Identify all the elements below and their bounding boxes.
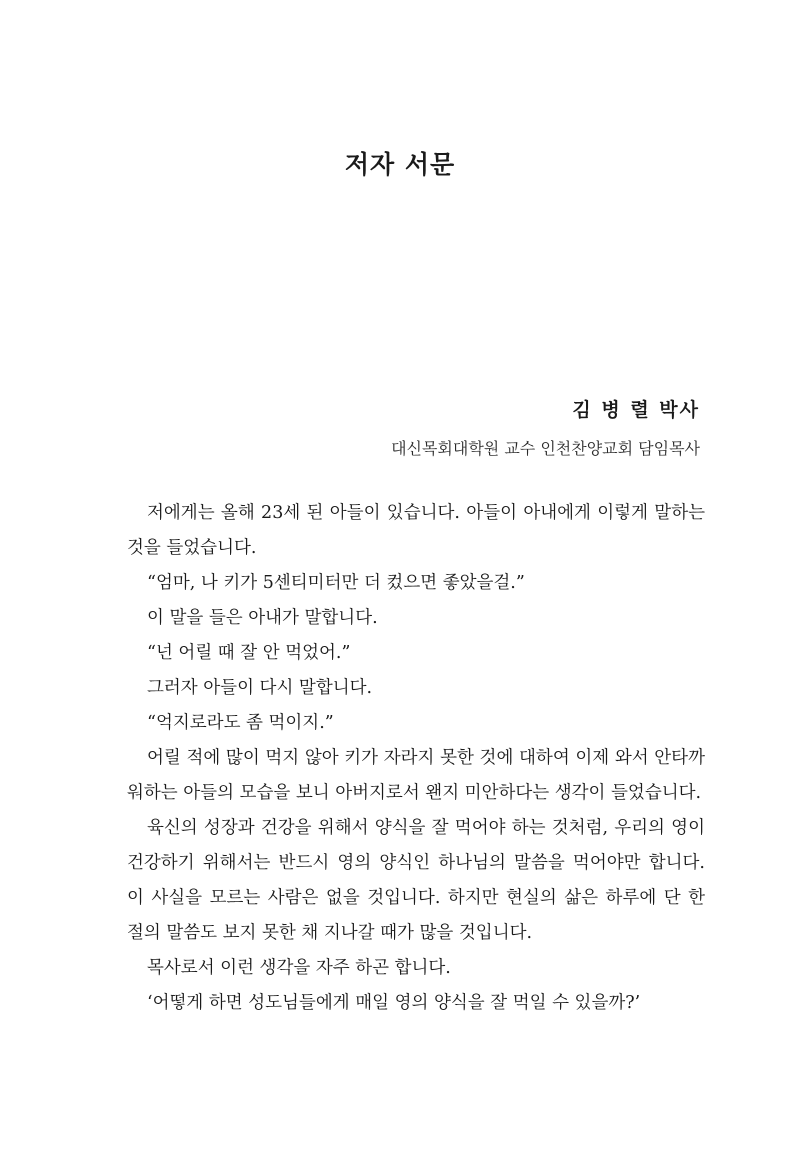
paragraph: “억지로라도 좀 먹이지.” — [147, 713, 334, 733]
paragraph: 육신의 성장과 건강을 위해서 양식을 잘 먹어야 하는 것처럼, 우리의 영이 건강하기 위해서는 반드시 영의 양식인 하나님의 말씀을 먹어야만 합니다. 이 사실을 모르는 사람은 없을 것입니다. 하지만 현실의 삶은 하루에 단 한 절의 말씀도 보지 못한 채 지나갈 때가 많을 것입니다. — [127, 818, 705, 943]
author-name: 김 병 렬 박사 — [572, 399, 700, 421]
author-affiliation: 대신목회대학원 교수 인천찬양교회 담임목사 — [391, 439, 700, 458]
paragraph: 어릴 적에 많이 먹지 않아 키가 자라지 못한 것에 대하여 이제 와서 안타까워하는 아들의 모습을 보니 아버지로서 왠지 미안하다는 생각이 들었습니다. — [127, 748, 705, 803]
body-text — [127, 496, 705, 1021]
paragraph: “넌 어릴 때 잘 안 먹었어.” — [147, 643, 351, 663]
paragraph: 이 말을 들은 아내가 말합니다. — [147, 608, 378, 628]
paragraph: 목사로서 이런 생각을 자주 하곤 합니다. — [147, 958, 451, 978]
chapter-title: 저자 서문 — [344, 150, 456, 179]
paragraph: 저에게는 올해 23세 된 아들이 있습니다. 아들이 아내에게 이렇게 말하는 것을 들었습니다. — [127, 503, 705, 558]
paragraph: ‘어떻게 하면 성도님들에게 매일 영의 양식을 잘 먹일 수 있을까?’ — [147, 993, 641, 1013]
author-block — [391, 395, 700, 459]
paragraph: “엄마, 나 키가 5센티미터만 더 컸으면 좋았을걸.” — [147, 573, 525, 593]
paragraph: 그러자 아들이 다시 말합니다. — [147, 678, 373, 698]
